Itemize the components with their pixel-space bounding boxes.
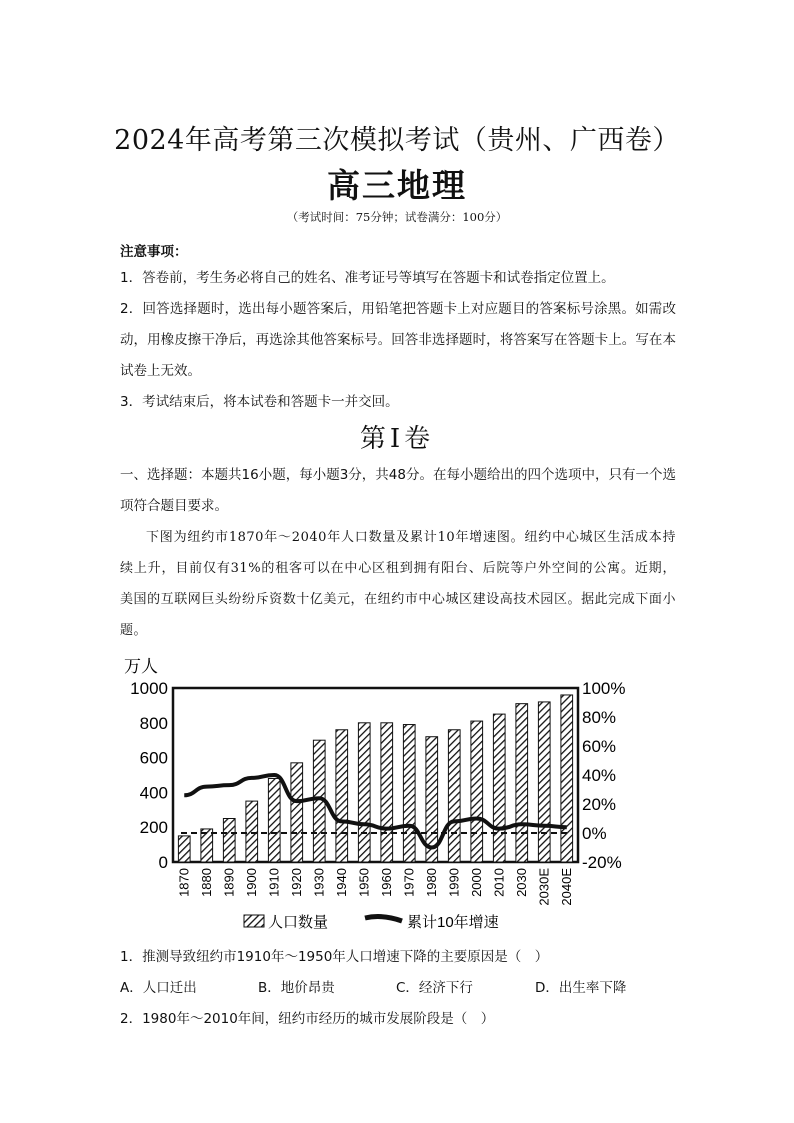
legend-bar-swatch	[244, 915, 264, 927]
population-bar	[358, 723, 370, 862]
category-label: 1990	[446, 868, 462, 897]
left-tick-label: 200	[139, 818, 168, 838]
subject-title: 高三地理	[327, 166, 467, 205]
category-label: 2030	[513, 868, 529, 897]
population-bar	[426, 737, 438, 862]
growth-rate-line	[184, 775, 567, 848]
exam-title: 2024年高考第三次模拟考试（贵州、广西卷）	[114, 125, 680, 156]
question-2: 2．1980年～2010年间，纽约市经历的城市发展阶段是（ ）	[120, 1011, 495, 1027]
category-label: 2000	[468, 868, 484, 897]
population-bar	[471, 721, 483, 862]
right-tick-label: -20%	[582, 853, 622, 872]
population-bar	[291, 763, 303, 862]
right-tick-label: 20%	[582, 795, 617, 814]
right-tick-label: 0%	[582, 824, 607, 843]
category-label: 1870	[176, 868, 192, 897]
legend-bar-label: 人口数量	[268, 914, 329, 931]
category-label: 1880	[198, 868, 214, 897]
category-label: 2040E	[558, 868, 574, 906]
option-b: B．地价昂贵	[258, 980, 335, 996]
population-bar	[178, 836, 190, 862]
option-c: C．经济下行	[396, 980, 473, 996]
left-tick-label: 800	[139, 713, 168, 733]
category-label: 1900	[243, 868, 259, 897]
volume-title: 第Ⅰ卷	[359, 424, 435, 454]
population-bar	[268, 778, 280, 862]
population-bar	[403, 725, 415, 862]
note-item: 1．答卷前，考生务必将自己的姓名、准考证号等填写在答题卡和试卷指定位置上。	[120, 270, 615, 286]
left-tick-label: 600	[139, 748, 168, 768]
notes-heading: 注意事项：	[120, 244, 188, 260]
category-label: 1910	[266, 868, 282, 897]
option-a: A．人口迁出	[120, 980, 197, 996]
question-1: 1．推测导致纽约市1910年～1950年人口增速下降的主要原因是（ ）	[120, 949, 549, 965]
category-label: 1950	[356, 868, 372, 897]
population-bar	[538, 702, 550, 862]
left-tick-label: 0	[158, 853, 168, 872]
exam-info: （考试时间：75分钟；试卷满分：100分）	[286, 210, 508, 224]
population-bar	[493, 714, 505, 862]
left-tick-label: 1000	[130, 679, 168, 698]
category-label: 1890	[221, 868, 237, 897]
right-tick-label: 60%	[582, 737, 617, 756]
right-tick-label: 80%	[582, 708, 617, 727]
note-item: 2．回答选择题时，选出每小题答案后，用铅笔把答题卡上对应题目的答案标号涂黑。如需改动，用橡皮擦干净后，再选涂其他答案标号。回答非选择题时，将答案写在答题卡上。写在本试卷上无效。	[120, 301, 676, 379]
category-label: 2010	[491, 868, 507, 897]
population-chart	[120, 650, 650, 940]
population-bar	[223, 819, 235, 863]
population-bar	[246, 801, 258, 862]
category-label: 2030E	[536, 868, 552, 906]
category-label: 1920	[288, 868, 304, 897]
category-label: 1940	[333, 868, 349, 897]
right-tick-label: 100%	[582, 679, 626, 698]
category-label: 1980	[423, 868, 439, 897]
population-bar	[448, 730, 460, 862]
population-bar	[381, 723, 393, 862]
category-label: 1970	[401, 868, 417, 897]
note-item: 3．考试结束后，将本试卷和答题卡一并交回。	[120, 394, 399, 410]
legend-line-label: 累计10年增速	[407, 914, 499, 931]
population-bar	[516, 704, 528, 862]
chart-legend	[244, 913, 499, 931]
right-tick-label: 40%	[582, 766, 617, 785]
left-tick-label: 400	[139, 783, 168, 803]
category-label: 1930	[311, 868, 327, 897]
population-bar	[561, 695, 573, 862]
left-axis-label: 万人	[124, 657, 158, 676]
legend-line-swatch	[365, 917, 402, 921]
section-instruction: 一、选择题：本题共16小题，每小题3分，共48分。在每小题给出的四个选项中，只有一个选项符合题目要求。	[120, 467, 676, 514]
question-stem: 下图为纽约市1870年～2040年人口数量及累计10年增速图。纽约中心城区生活成本持续上升，目前仅有31%的租客可以在中心区租到拥有阳台、后院等户外空间的公寓。近期，美国的互联网巨头纷纷斥资数十亿美元，在纽约市中心城区建设高技术园区。据此完成下面小题。	[120, 530, 676, 638]
option-d: D．出生率下降	[535, 980, 627, 996]
population-bar	[336, 730, 348, 862]
category-label: 1960	[378, 868, 394, 897]
